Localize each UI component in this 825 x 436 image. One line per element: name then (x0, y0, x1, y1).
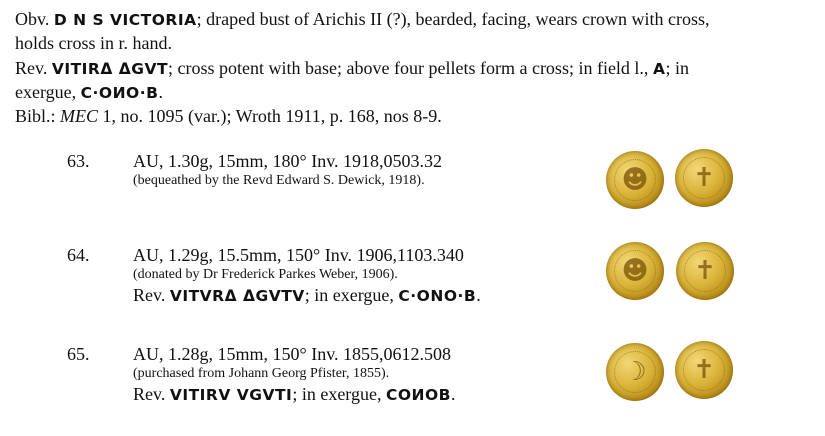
reverse-legend: VITIRΔ ΔGVT (51, 60, 169, 78)
exergue-legend: COИOB (385, 386, 451, 404)
entry-reverse: Rev. VITVRΔ ΔGVTV; in exergue, C·ONO·B. (133, 285, 481, 305)
entry-provenance: (purchased from Johann Georg Pfister, 1855). (133, 366, 390, 381)
reverse-coin-photo: ✝ (675, 149, 733, 207)
reverse-description: Rev. VITIRΔ ΔGVT; cross potent with base; above four pellets form a cross; in field l., A; in (15, 58, 689, 78)
entry-provenance: (bequeathed by the Revd Edward S. Dewick, 1918). (133, 173, 425, 188)
obverse-coin-photo: ☻ (606, 242, 664, 300)
obverse-coin-photo: ☽ (606, 343, 664, 401)
entry-description (133, 343, 455, 406)
entry-reverse: Rev. VITIRV VGVTI; in exergue, COИOB. (133, 384, 456, 404)
reverse-legend: VITVRΔ ΔGVTV (169, 287, 305, 305)
bibliography-reference: MEC (60, 106, 99, 126)
entry-description (133, 150, 442, 190)
field-letter: A (652, 60, 666, 78)
reverse-coin-photo: ✝ (675, 341, 733, 399)
entry-provenance: (donated by Dr Frederick Parkes Weber, 1906). (133, 267, 398, 282)
obverse-coin-photo: ☻ (606, 151, 664, 209)
obverse-description: Obv. D N S VICTORIA; draped bust of Arichis II (?), bearded, facing, wears crown with cross, (15, 9, 710, 29)
entry-details: AU, 1.30g, 15mm, 180° Inv. 1918,0503.32 (133, 151, 443, 171)
entry-details: AU, 1.28g, 15mm, 150° Inv. 1855,0612.508 (133, 344, 452, 364)
bibliography: Bibl.: MEC 1, no. 1095 (var.); Wroth 1911, p. 168, nos 8-9. (15, 106, 442, 126)
reverse-legend: VITIRV VGVTI (169, 386, 293, 404)
entry-number: 64. (67, 245, 90, 265)
obverse-description-cont: holds cross in r. hand. (15, 33, 172, 53)
entry-description (133, 244, 481, 307)
entry-number: 65. (67, 344, 90, 364)
reverse-coin-photo: ✝ (676, 242, 734, 300)
obverse-legend: D N S VICTORIA (53, 11, 197, 29)
exergue-legend: C·OИO·B (80, 84, 159, 102)
exergue-legend: C·ONO·B (398, 287, 477, 305)
reverse-description-cont: exergue, C·OИO·B. (15, 82, 163, 102)
entry-number: 63. (67, 151, 90, 171)
entry-details: AU, 1.29g, 15.5mm, 150° Inv. 1906,1103.340 (133, 245, 464, 265)
